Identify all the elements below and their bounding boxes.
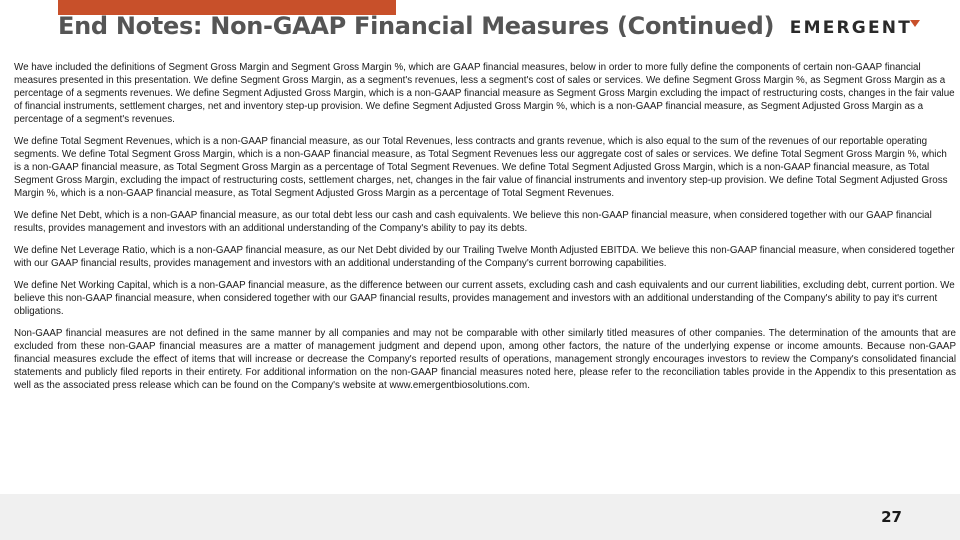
paragraph-net-working-capital: We define Net Working Capital, which is a non-GAAP financial measure, as the difference between our current assets, excluding cash and cash equivalents and our current liabilities, excluding debt, current portion. We believe this non-GAAP financial measure, when considered together with our GAAP financial results, provides management and investors with an additional understanding of the Company's ability to pay it's current obligations. [14,280,955,317]
paragraph-non-gaap-disclaimer: Non-GAAP financial measures are not defined in the same manner by all companies and may not be comparable with other similarly titled measures of other companies. The determination of the amounts that are excluded from these non-GAAP financial measures are a matter of management judgment and depend upon, among other factors, the nature of the underlying expense or income amounts. Because non-GAAP financial measures exclude the effect of items that will increase or decrease the Company's reported results of operations, management strongly encourages investors to review the Company's consolidated financial statements and publicly filed reports in their entirety. For additional information on the non-GAAP financial measures noted here, please refer to the reconciliation tables provide in the Appendix to this presentation as well as the associated press release which can be found on the Company's website at www.emergentbiosolutions.com. [14,328,956,391]
slide-title: End Notes: Non-GAAP Financial Measures (Continued) [58,12,775,40]
paragraph-segment-gross-margin: We have included the definitions of Segment Gross Margin and Segment Gross Margin %, which are GAAP financial measures, below in order to more fully define the components of certain non-GAAP financial measures presented in this presentation. We define Segment Gross Margin, as a segment's revenues, less a segment's cost of sales or services. We define Segment Gross Margin %, as Segment Gross Margin as a percentage of a segments revenues. We define Segment Adjusted Gross Margin, which is a non-GAAP financial measure as Segment Gross Margin excluding the impact of restructuring costs, changes in the fair value of financial instruments, settlement charges, net and inventory step-up provision. We define Segment Adjusted Gross Margin %, which is a non-GAAP financial measure, as Segment Adjusted Gross Margin as a percentage of a segment's revenues. [14,62,955,125]
logo-triangle-icon [910,20,920,27]
paragraph-net-debt: We define Net Debt, which is a non-GAAP financial measure, as our total debt less our cash and cash equivalents. We believe this non-GAAP financial measure, when considered together with our GAAP financial results, provides management and investors with an additional understanding of the Company's ability to pay its debts. [14,210,932,234]
end-notes-body [14,61,956,401]
paragraph-total-segment-revenues: We define Total Segment Revenues, which is a non-GAAP financial measure, as our Total Revenues, less contracts and grants revenue, which is also equal to the sum of the revenues of our reportable operating segments. We define Total Segment Gross Margin, which is a non-GAAP financial measure, as Total Segment Revenues less our aggregate cost of sales or services. We define Total Segment Gross Margin %, which is a non-GAAP financial measure, as Total Segment Gross Margin as a percentage of Total Segment Revenues. We define Total Segment Adjusted Gross Margin, which is a non-GAAP financial measure, as Total Segment Gross Margin, excluding the impact of restructuring costs, settlement charges, net, changes in the fair value of financial instruments and inventory step-up provision. We define Total Segment Adjusted Gross Margin %, which is a non-GAAP financial measure, as Total Segment Adjusted Gross Margin as a percentage of Total Segment Revenues. [14,136,948,199]
company-logo [790,18,920,38]
slide-footer [0,494,960,540]
page-number: 27 [881,508,902,526]
logo-wordmark: EMERGENT [789,18,912,38]
paragraph-net-leverage-ratio: We define Net Leverage Ratio, which is a non-GAAP financial measure, as our Net Debt divided by our Trailing Twelve Month Adjusted EBITDA. We believe this non-GAAP financial measure, when considered together with our GAAP financial results, provides management and investors with an additional understanding of the Company's current borrowing capabilities. [14,245,955,269]
